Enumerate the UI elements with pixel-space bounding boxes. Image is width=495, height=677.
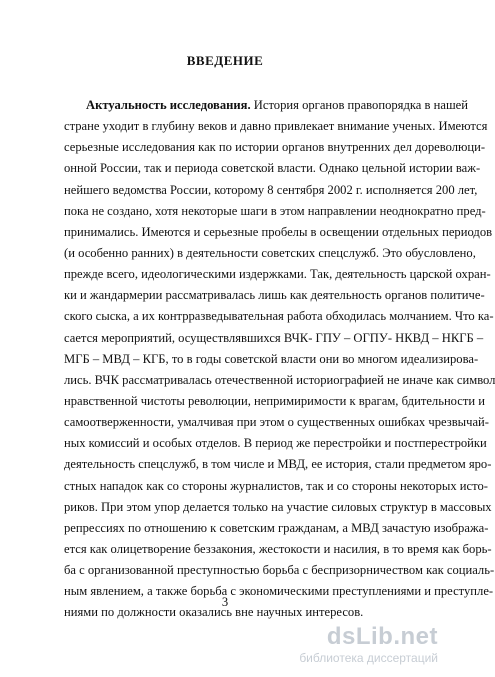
text-line: стране уходит в глубину веков и давно привлекает внимание ученых. Имеются <box>64 119 488 134</box>
text-line: самоотверженности, умалчивая при этом о существенных ошибках чрезвычай- <box>64 415 489 430</box>
section-title: ВВЕДЕНИЕ <box>186 53 264 68</box>
paragraph-lines <box>64 116 495 623</box>
text-line: серьезные исследования как по истории органов внутренних дел дореволюци- <box>64 140 486 155</box>
lead-bold-phrase: Актуальность исследования. <box>86 98 251 112</box>
text-line: принимались. Имеются и серьезные пробелы в освещении отдельных периодов <box>64 224 493 239</box>
text-line: стных нападок как со стороны журналистов, так и со стороны некоторых исто- <box>64 478 488 493</box>
text-line: ным явлением, а также борьба с экономическими преступлениями и преступле- <box>64 584 494 599</box>
text-line: (и особенно ранних) в деятельности советских спецслужб. Это обусловлено, <box>64 245 476 260</box>
text-line: ба с организованной преступностью борьба с беспризорничеством как социаль- <box>64 563 495 578</box>
text-line: прежде всего, идеологическими издержками. Так, деятельность царской охран- <box>64 267 491 282</box>
text-line: ского сыска, а их контрразведывательная работа обходилась молчанием. Что ка- <box>64 309 494 324</box>
text-line: нейшего ведомства России, которому 8 сентября 2002 г. исполняется 200 лет, <box>64 182 478 197</box>
text-line: лись. ВЧК рассматривалась отечественной историографией не иначе как символ <box>64 372 495 387</box>
watermark <box>278 623 438 667</box>
text-line: пока не создано, хотя некоторые шаги в этом направлении неоднократно пред- <box>64 203 486 218</box>
text-line: ки и жандармерии рассматривалась лишь как деятельность органов политиче- <box>64 288 485 303</box>
text-line: ниями по должности оказались вне научных интересов. <box>64 605 364 620</box>
first-line-rest: История органов правопорядка в нашей <box>250 98 468 112</box>
text-line: сается мероприятий, осуществлявшихся ВЧК- ГПУ – ОГПУ- НКВД – НКГБ – <box>64 330 484 345</box>
text-line: ется как олицетворение беззакония, жестокости и насилия, в то время как борь- <box>64 541 492 556</box>
watermark-subtitle: библиотека диссертаций <box>299 651 438 665</box>
text-line: риков. При этом упор делается только на участие силовых структур в массовых <box>64 499 492 514</box>
watermark-logo: dsLib.net <box>326 623 438 650</box>
page-number: 3 <box>221 595 229 609</box>
text-line: нравственной чистоты революции, непримиримости к врагам, бдительности и <box>64 393 486 408</box>
first-line <box>64 95 468 116</box>
text-line: МГБ – МВД – КГБ, то в годы советской власти они во многом идеализирова- <box>64 351 479 366</box>
text-line: деятельность спецслужб, в том числе и МВД, ее история, стали предметом яро- <box>64 457 492 472</box>
text-line: онной России, так и периода советской власти. Однако цельной истории важ- <box>64 161 481 176</box>
text-line: репрессиях по отношению к советским гражданам, а МВД зачастую изобража- <box>64 520 489 535</box>
text-line: ных комиссий и особых отделов. В период же перестройки и постперестройки <box>64 436 487 451</box>
body-text <box>64 95 495 624</box>
